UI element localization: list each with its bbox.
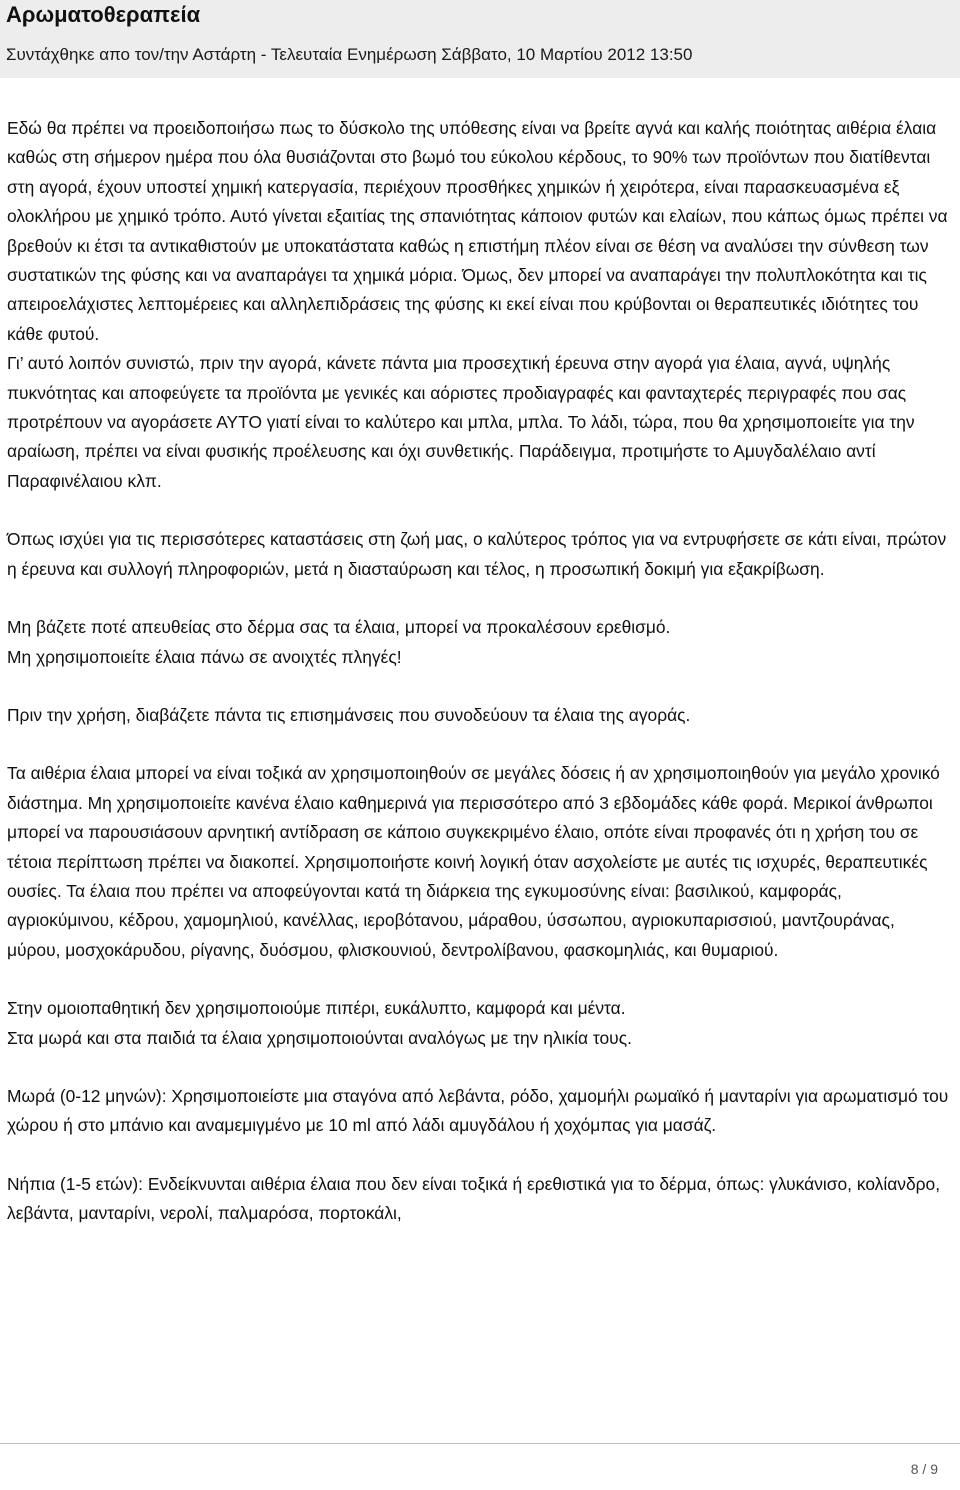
warning-skin: Μη βάζετε ποτέ απευθείας στο δέρμα σας τα έλαια, μπορεί να προκαλέσουν ερεθισμό. [7,617,671,638]
paragraph-labels: Πριν την χρήση, διαβάζετε πάντα τις επισημάνσεις που συνοδεύουν τα έλαια της αγοράς. [7,704,691,725]
paragraph-toddlers: Νήπια (1-5 ετών): Ενδείκνυνται αιθέρια έλαια που δεν είναι τοξικά ή ερεθιστικά για το δέρμα, όπως: γλυκάνισο, κολίανδρο, λεβάντα, μανταρίνι, νερολί, παλμαρόσα, πορτοκάλι, [7,1173,941,1224]
warning-wounds: Μη χρησιμοποιείτε έλαια πάνω σε ανοιχτές πληγές! [7,646,402,667]
page-header [0,0,960,78]
paragraph-skin-warning [7,613,953,672]
footer-divider [0,1443,960,1444]
paragraph-advice-text: Γι’ αυτό λοιπόν συνιστώ, πριν την αγορά, κάνετε πάντα μια προσεχτική έρευνα στην αγορά για έλαια, αγνά, υψηλής πυκνότητας και αποφεύγετε τα προϊόντα με γενικές και αόριστες προδιαγραφές και φανταχτερές περιγραφές που σας προτρέπουν να αγοράσετε ΑΥΤΟ γιατί είναι το καλύτερο και μπλα, μπλα. Το λάδι, τώρα, που θα χρησιμοποιείτε για την αραίωση, πρέπει να είναι φυσικής προέλευσης και όχι συνθετικής. Παράδειγμα, προτιμήστε το Αμυγδαλέλαιο αντί Παραφινέλαιου κλπ. [7,353,915,491]
paragraph-homeopathy [7,994,953,1053]
paragraph-babies: Μωρά (0-12 μηνών): Χρησιμοποιείστε μια σταγόνα από λεβάντα, ρόδο, χαμομήλι ρωμαϊκό ή μανταρίνι για αρωματισμό του χώρου ή στο μπάνιο και αναμεμιγμένο με 10 ml από λάδι αμυγδάλου ή χοχόμπας για μασάζ. [7,1085,949,1136]
article-body [7,114,953,1258]
homeopathy-note: Στην ομοιοπαθητική δεν χρησιμοποιούμε πιπέρι, ευκάλυπτο, καμφορά και μέντα. [7,998,626,1019]
children-note: Στα μωρά και στα παιδιά τα έλαια χρησιμοποιούνται αναλόγως με την ηλικία τους. [7,1027,632,1048]
paragraph-intro-text: Εδώ θα πρέπει να προειδοποιήσω πως το δύσκολο της υπόθεσης είναι να βρείτε αγνά και καλής ποιότητας αιθέρια έλαια καθώς στη σήμερον ημέρα που όλα θυσιάζονται στο βωμό του εύκολου κέρδους, το 90% των προϊόντων που διατίθενται στη αγορά, έχουν υποστεί χημική κατεργασία, περιέχουν προσθήκες χημικών ή χειρότερα, είναι παρασκευασμένα εξ ολοκλήρου με χημικό τρόπο. Αυτό γίνεται εξαιτίας της σπανιότητας κάποιον φυτών και ελαίων, που κάπως όμως πρέπει να βρεθούν κι έτσι τα αντικαθιστούν με υποκατάστατα καθώς η επιστήμη πλέον είναι σε θέση να αναλύσει την σύνθεση των συστατικών της φύσης και να αναπαράγει τα χημικά μόρια. Όμως, δεν μπορεί να αναπαράγει την πολυπλοκότητα και τις απειροελάχιστες λεπτομέρειες και αλληλεπιδράσεις της φύσης κι εκεί είναι που κρύβονται οι θεραπευτικές ιδιότητες του κάθε φυτού. [7,118,948,344]
article-meta: Συντάχθηκε απο τον/την Αστάρτη - Τελευταία Ενημέρωση Σάββατο, 10 Μαρτίου 2012 13:50 [6,45,693,64]
page-number: 8 / 9 [910,1461,938,1477]
page-title: Αρωματοθεραπεία [6,2,201,27]
paragraph-intro [7,114,953,496]
paragraph-research: Όπως ισχύει για τις περισσότερες καταστάσεις στη ζωή μας, ο καλύτερος τρόπος για να εντρυφήσετε σε κάτι είναι, πρώτον η έρευνα και συλλογή πληροφοριών, μετά η διασταύρωση και τέλος, η προσωπική δοκιμή για εξακρίβωση. [7,529,947,579]
paragraph-toxicity: Τα αιθέρια έλαια μπορεί να είναι τοξικά αν χρησιμοποιηθούν σε μεγάλες δόσεις ή αν χρησιμοποιηθούν για μεγάλο χρονικό διάστημα. Μη χρησιμοποιείτε κανένα έλαιο καθημερινά για περισσότερο από 3 εβδομάδες κάθε φορά. Μερικοί άνθρωποι μπορεί να παρουσιάσουν αρνητική αντίδραση σε κάποιο συγκεκριμένο έλαιο, οπότε είναι προφανές ότι η χρήση του σε τέτοια περίπτωση πρέπει να διακοπεί. Χρησιμοποιήστε κοινή λογική όταν ασχολείστε με αυτές τις ισχυρές, θεραπευτικές ουσίες. Τα έλαια που πρέπει να αποφεύγονται κατά τη διάρκεια της εγκυμοσύνης είναι: βασιλικού, καμφοράς, αγριοκύμινου, κέδρου, χαμομηλιού, κανέλλας, ιεροβότανου, μάραθου, ύσσωπου, αγριοκυπαρισσιού, μαντζουράνας, μύρου, μοσχοκάρυδου, ρίγανης, δυόσμου, φλισκουνιού, δεντρολίβανου, φασκομηλιάς, και θυμαριού. [7,763,940,960]
